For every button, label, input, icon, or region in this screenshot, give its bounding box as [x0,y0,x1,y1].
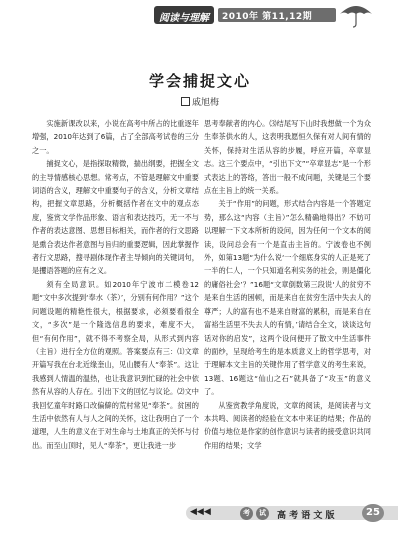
article-title: 学会捕捉文心 [148,72,251,90]
left-column [32,117,199,452]
paragraph: 关于“作用”的问题，形式结合内容是一个答题定势，那么这“内容（主旨）”怎么精确地得出？不妨可以理解一下文本所析的设问，因为任何一个文本的阅读，设问总会有一个是直击主旨的。宁波卷也不例外，如第13题“为什么说‘一个细底身实的人正是死了一半的仁人，一个只知道名利实务的社会，则是僵化的庸俗社会’？”16题“文章倒数第三段说‘人的贫穷不是来自生活的困顿，而是来自在贫穷生活中失去人的尊严；人的富有也不是来自财富的累积，而是来自在富裕生活里不失去人的有情，’请结合全文，谈谈这句话对你的启发”，这两个设问便开了散文中生活事件的面纱，呈现给考生的是本质意义上的哲学思考，对于理解本文主旨的关键作用了哲学意义的考生来说，13题、16题这“仙山之石”就具备了“攻玉”的意义了。 [204,199,371,397]
article-author [0,95,400,108]
paragraph: 从鉴赏教学角度说，文章的阅读，是阅读者与文本共鸣、阅读者的经验在文本中来证的结果；作品的价值与地位是作家的创作意识与读者的接受意识共同作用的结果；文学 [204,400,371,450]
footer-badge: 试 [256,507,269,520]
umbrella-icon [336,2,376,28]
right-column [204,117,371,452]
paragraph: 捕捉文心，是指探取精微，揣出纲要，把握全文的主导情感核心思想。常考点，不管是理解文中重要词语的含义，理解文中重要句子的含义，分析文章结构，把握文章思路，分析概括作者在文中的观点态度，鉴赏文学作品形象、语言和表达技巧，无一不与作者的表达意图、思想目标相关，而作者的行文思路是熏合表达作者意图与旨归的重要逻辑，因此掌握作者行文思路，搜寻剧体现作者主导倾向的关键词句，是攫语答题的应有之义。 [32,159,199,276]
paragraph: 须有全局意识。如2010年宁波市二模卷12题“文中多次提到‘奉水（茶）’，分别有何作用？”这个问题设题的精艳性很大，根据要求，必须要看很全文，“多次”是一个隆选信息的要求，难度不大，但“有何作用”，就不得不考察全局，从形式到内容（主旨）进行全方位的观照。答案要点有三：⑴文章开篇写我在台北近缘奎山，见山腰有人“奉茶”。这让我感到人情温的温热，也让我意识到忙碌的社会中依然有从容的人存在。引出下文的回忆与议论。⑵文中我回忆童年时路口改偏僻的荒村常见“奉茶”。贫困的生活中依然有人与人之间的关怀，这让我明白了一个道理，人生的意义在于对生命与土地真正的关怀与付出。而至山顶时，见人“奉茶”，更让我进一步 [32,279,199,450]
author-box-icon [181,97,190,106]
section-tag [154,6,214,24]
section-tag-label: 阅读与理解 [159,13,209,24]
arrows-icon: ◀◀◀ [190,507,211,517]
page-header [0,0,400,30]
paragraph: 思考奉献者的内心。⑶结尾写下山时我想做一个为众生奉茶供水的人，这表明我愿恒久保有对人间有情的关怀，保持对生活从容的步履，呼应开篇，卒章显志。这三个要点中，“引出下文”“卒章显志”是一个形式表达上的答络，答出一般不成问题，关键是三个要点在主旨上的统一关系。 [204,119,371,196]
footer-badge: 考 [240,507,253,520]
author-name: 戚旭梅 [191,98,219,108]
page-footer [0,500,400,526]
paragraph: 实施新课改以来，小说在高考中所占的比重逐年增强，2010年达到了6篇，占了全部高考试卷的三分之一。 [32,119,199,155]
footer-title: 高 考 语 文 版 [277,511,335,521]
issue-label: 2010年 第11,12期 [222,12,313,22]
page-number: 25 [362,504,384,522]
